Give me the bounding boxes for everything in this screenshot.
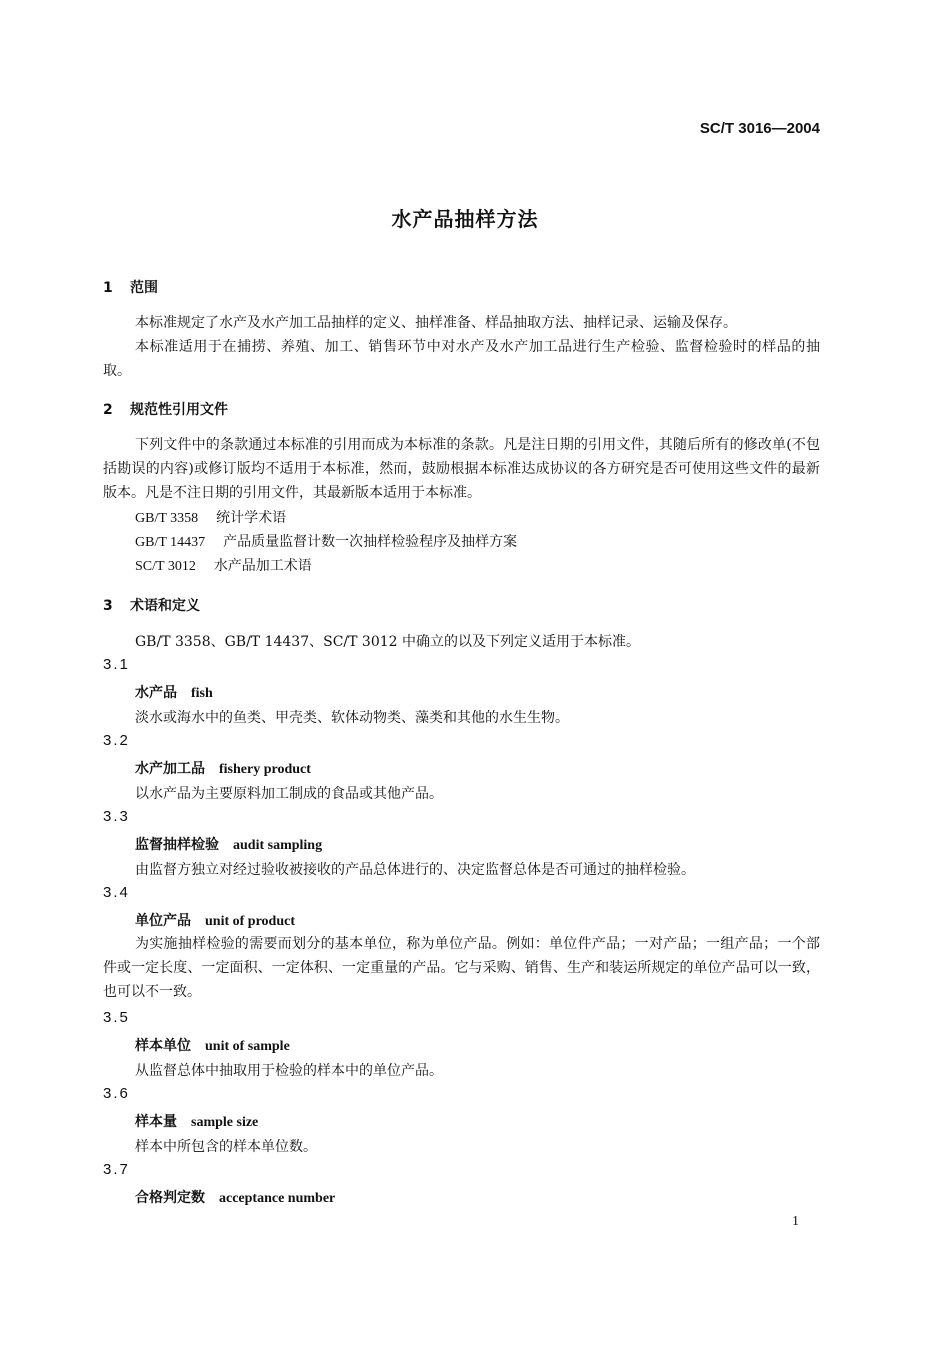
term-heading: 样本单位 unit of sample xyxy=(135,1038,290,1054)
clause-number: 3.4 xyxy=(103,884,130,901)
term-heading: 合格判定数 acceptance number xyxy=(135,1190,336,1206)
clause-number: 3.2 xyxy=(103,732,130,749)
term-definition: 淡水或海水中的鱼类、甲壳类、软体动物类、藻类和其他的水生生物。 xyxy=(135,710,569,726)
term-definition: 以水产品为主要原料加工制成的食品或其他产品。 xyxy=(135,786,443,802)
section-2-paragraph: 下列文件中的条款通过本标准的引用而成为本标准的条款。凡是注日期的引用文件，其随后所有的修改单(不包括勘误的内容)或修订版均不适用于本标准，然而，鼓励根据本标准达成协议的各方研究是否可使用这些文件的最新版本。凡是不注日期的引用文件，其最新版本适用于本标准。 xyxy=(103,437,820,501)
reference-item: GB/T 14437 产品质量监督计数一次抽样检验程序及抽样方案 xyxy=(135,534,518,550)
term-definition: 从监督总体中抽取用于检验的样本中的单位产品。 xyxy=(135,1063,443,1079)
term-definition: 样本中所包含的样本单位数。 xyxy=(135,1139,317,1155)
term-definition: 由监督方独立对经过验收被接收的产品总体进行的、决定监督总体是否可通过的抽样检验。 xyxy=(135,862,695,878)
term-heading: 水产品 fish xyxy=(135,685,213,701)
clause-number: 3.6 xyxy=(103,1085,130,1102)
section-1-heading: 1 范围 xyxy=(103,280,158,296)
clause-number: 3.1 xyxy=(103,656,130,673)
section-2-heading: 2 规范性引用文件 xyxy=(103,402,228,418)
standard-code: SC/T 3016—2004 xyxy=(699,120,820,137)
term-definition: 为实施抽样检验的需要而划分的基本单位，称为单位产品。例如：单位件产品；一对产品；一组产品；一个部件或一定长度、一定面积、一定体积、一定重量的产品。它与采购、销售、生产和装运所规定的单位产品可以一致，也可以不一致。 xyxy=(103,936,820,1000)
clause-number: 3.3 xyxy=(103,808,130,825)
clause-number: 3.5 xyxy=(103,1009,130,1026)
document-title: 水产品抽样方法 xyxy=(391,207,539,231)
reference-item: GB/T 3358 统计学术语 xyxy=(135,510,287,526)
reference-item: SC/T 3012 水产品加工术语 xyxy=(135,558,312,574)
term-heading: 水产加工品 fishery product xyxy=(135,761,311,777)
term-heading: 样本量 sample size xyxy=(135,1114,259,1130)
section-3-intro: GB/T 3358、GB/T 14437、SC/T 3012 中确立的以及下列定义适用于本标准。 xyxy=(135,634,641,650)
section-3-heading: 3 术语和定义 xyxy=(103,598,200,614)
section-1-paragraph-1: 本标准规定了水产及水产加工品抽样的定义、抽样准备、样品抽取方法、抽样记录、运输及保存。 xyxy=(135,315,737,331)
page-number: 1 xyxy=(792,1214,799,1229)
term-heading: 监督抽样检验 audit sampling xyxy=(135,837,323,853)
clause-number: 3.7 xyxy=(103,1161,130,1178)
term-heading: 单位产品 unit of product xyxy=(135,913,295,929)
section-1-paragraph-2: 本标准适用于在捕捞、养殖、加工、销售环节中对水产及水产加工品进行生产检验、监督检验时的样品的抽取。 xyxy=(103,339,820,379)
